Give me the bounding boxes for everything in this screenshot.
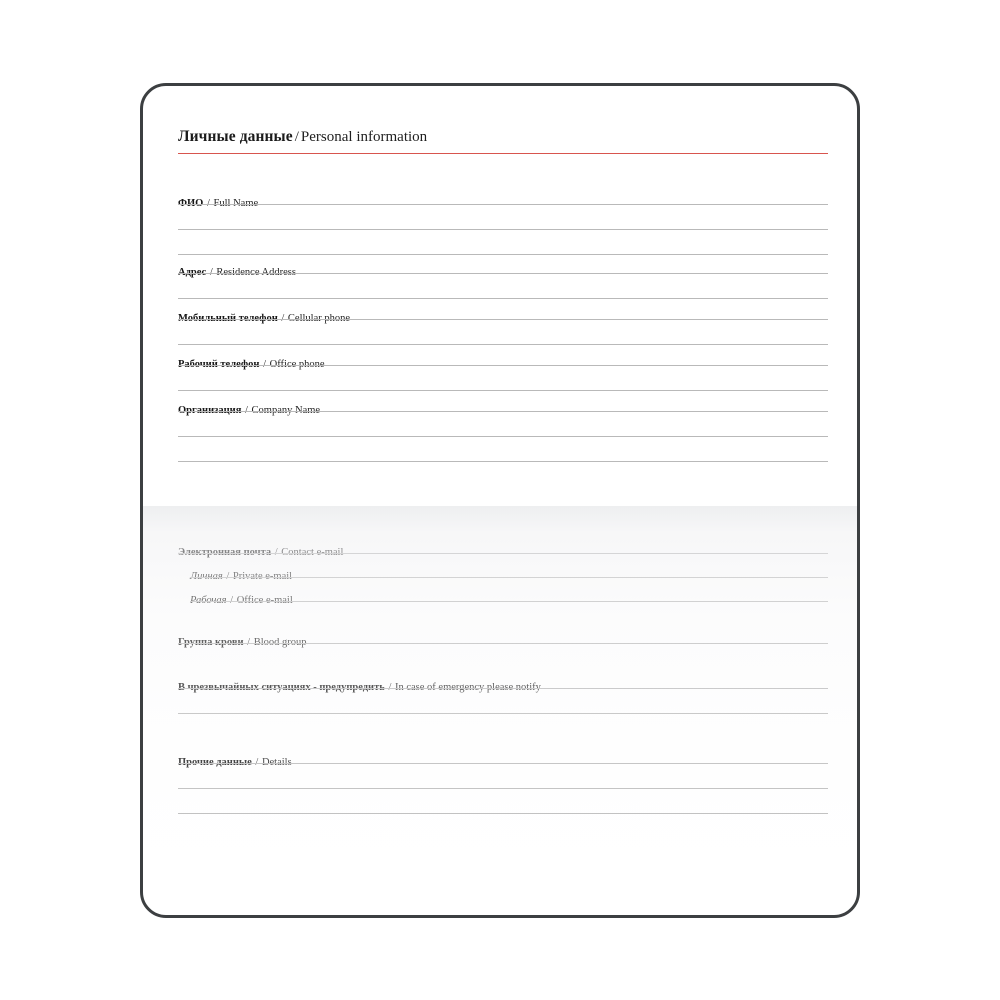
write-line-details-3[interactable] xyxy=(178,813,828,814)
field-label-private-email xyxy=(190,567,292,583)
write-line-details-1[interactable] xyxy=(178,763,828,764)
field-label-office-phone xyxy=(178,355,325,371)
field-label-full-name xyxy=(178,194,258,210)
write-line-blood-group-1[interactable] xyxy=(178,643,828,644)
write-line-cellular-phone-1[interactable] xyxy=(178,319,828,320)
write-line-full-name-2[interactable] xyxy=(178,229,828,230)
page-title-en: Personal information xyxy=(300,129,428,145)
field-label-office-email xyxy=(190,591,293,607)
write-line-residence-address-1[interactable] xyxy=(178,273,828,274)
write-line-full-name-3[interactable] xyxy=(178,254,828,255)
write-line-office-phone-1[interactable] xyxy=(178,365,828,366)
field-label-blood-group xyxy=(178,633,307,649)
write-line-emergency-notify-1[interactable] xyxy=(178,688,828,689)
write-line-emergency-notify-2[interactable] xyxy=(178,713,828,714)
write-line-company-name-2[interactable] xyxy=(178,436,828,437)
field-label-contact-email xyxy=(178,543,343,559)
field-label-cellular-phone xyxy=(178,309,350,325)
write-line-company-name-1[interactable] xyxy=(178,411,828,412)
form-content xyxy=(143,86,857,915)
page-title-ru: Личные данные xyxy=(178,128,293,145)
write-line-private-email-1[interactable] xyxy=(190,577,828,578)
write-line-office-email-1[interactable] xyxy=(190,601,828,602)
notebook-page xyxy=(140,83,860,918)
write-line-cellular-phone-2[interactable] xyxy=(178,344,828,345)
field-label-residence-address xyxy=(178,263,296,279)
write-line-full-name-1[interactable] xyxy=(178,204,828,205)
write-line-contact-email-1[interactable] xyxy=(178,553,828,554)
field-label-company-name xyxy=(178,401,320,417)
write-line-office-phone-2[interactable] xyxy=(178,390,828,391)
page-title-separator: / xyxy=(294,129,299,145)
title-underline xyxy=(178,153,828,154)
field-label-details xyxy=(178,753,292,769)
page-title xyxy=(178,128,828,146)
write-line-residence-address-2[interactable] xyxy=(178,298,828,299)
write-line-details-2[interactable] xyxy=(178,788,828,789)
field-label-emergency-notify xyxy=(178,678,541,694)
write-line-company-name-3[interactable] xyxy=(178,461,828,462)
